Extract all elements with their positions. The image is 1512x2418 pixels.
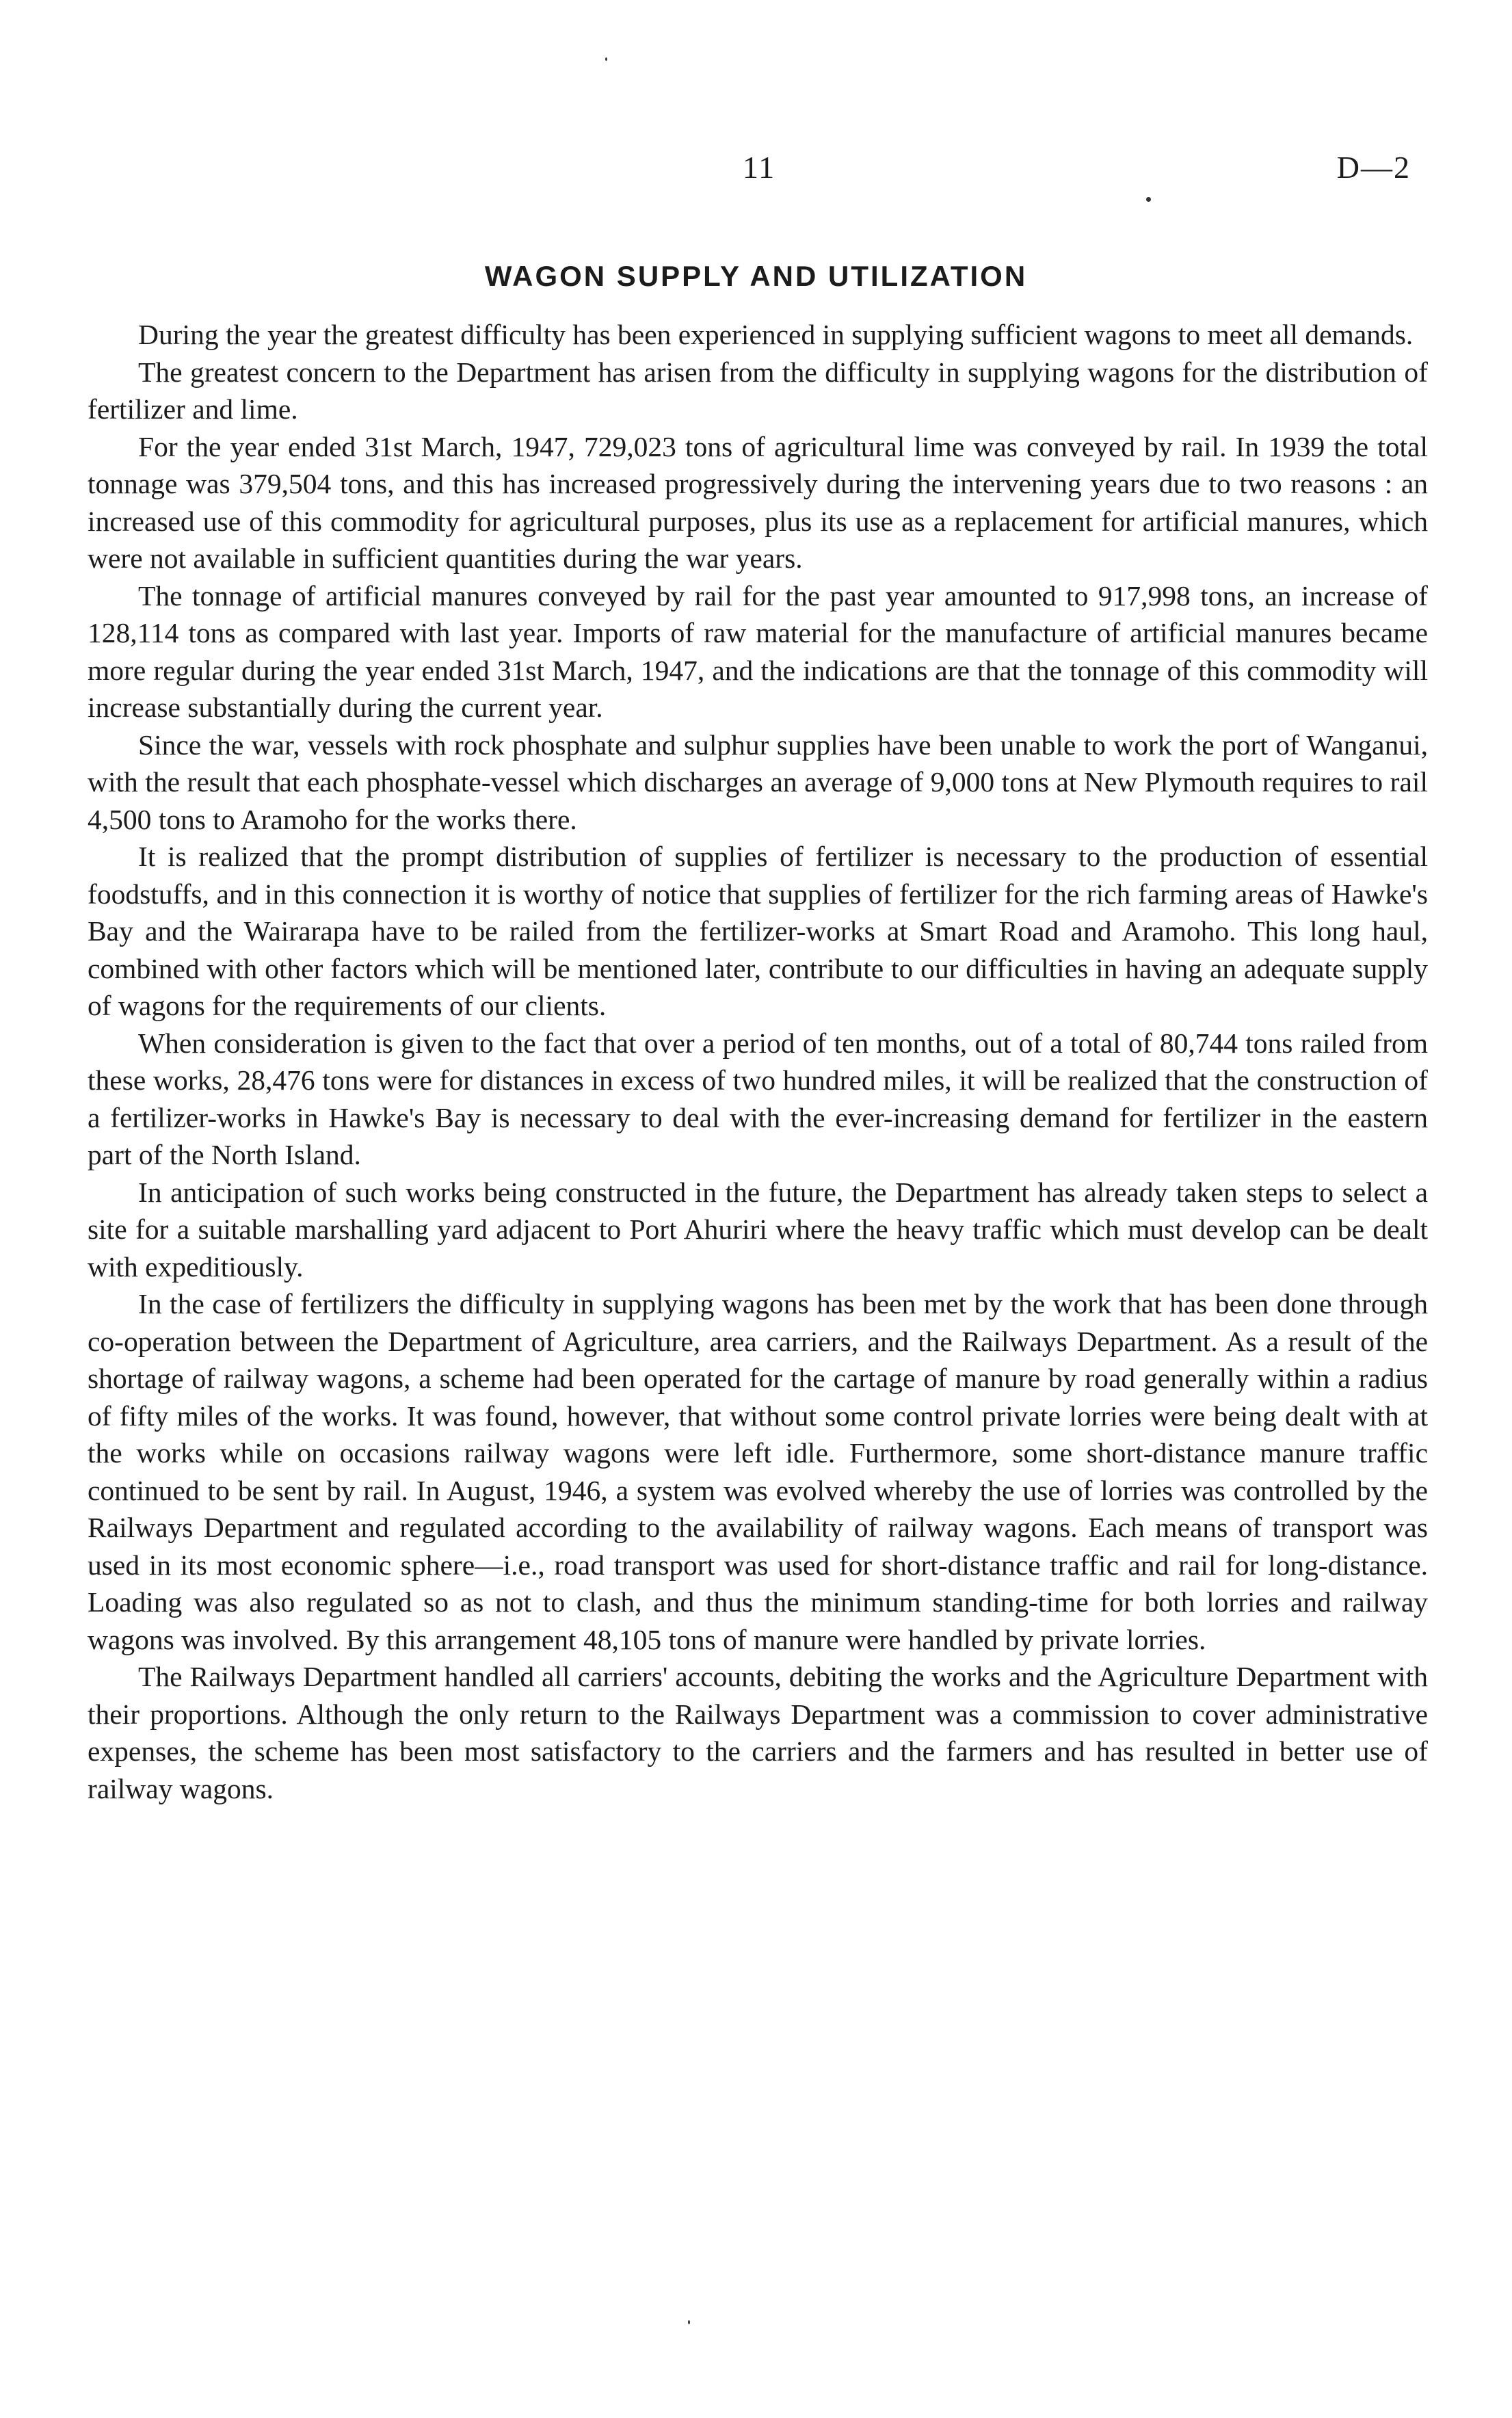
paragraph-3: For the year ended 31st March, 1947, 729,023 tons of agricultural lime was conveyed by rail. In 1939 the total tonnage was 379,504 tons, and this has increased progressively during the intervening years due to two reasons : an increased use of this commodity for agricultural purposes, plus its use as a replacement for artificial manures, which were not available in sufficient quantities during the war years. bbox=[88, 430, 1428, 574]
paragraph-2: The greatest concern to the Department has arisen from the difficulty in supplying wagons for the distribution of fertilizer and lime. bbox=[88, 356, 1428, 425]
scan-speck bbox=[688, 2320, 690, 2324]
paragraph-4: The tonnage of artificial manures conveyed by rail for the past year amounted to 917,998 tons, an increase of 128,114 tons as compared with last year. Imports of raw material for the manufacture of artificial manures became more regular during the year ended 31st March, 1947, and the indications are that the tonnage of this commodity will increase substantially during the current year. bbox=[88, 579, 1428, 723]
paragraph-5: Since the war, vessels with rock phosphate and sulphur supplies have been unable to work the port of Wanganui, with the result that each phosphate-vessel which discharges an average of 9,000 tons at New Plymouth requires to rail 4,500 tons to Aramoho for the works there. bbox=[88, 728, 1428, 835]
paragraph-1: During the year the greatest difficulty has been experienced in supplying sufficient wagons to meet all demands. bbox=[138, 319, 1414, 350]
body-text bbox=[88, 316, 1428, 1807]
section-title: WAGON SUPPLY AND UTILIZATION bbox=[484, 260, 1028, 292]
paragraph-7: When consideration is given to the fact that over a period of ten months, out of a total of 80,744 tons railed from these works, 28,476 tons were for distances in excess of two hundred miles, it will be realized that the construction of a fertilizer-works in Hawke's Bay is necessary to deal with the ever-increasing demand for fertilizer in the eastern part of the North Island. bbox=[88, 1027, 1428, 1170]
paragraph-10: The Railways Department handled all carriers' accounts, debiting the works and the Agriculture Department with their proportions. Although the only return to the Railways Department was a commission to cover administrative expenses, the scheme has been most satisfactory to the carriers and the farmers and has resulted in better use of railway wagons. bbox=[88, 1661, 1428, 1804]
page-number: 11 bbox=[742, 150, 776, 185]
paragraph-9: In the case of fertilizers the difficulty in supplying wagons has been met by the work that has been done through co-operation between the Department of Agriculture, area carriers, and the Railways Department. As a result of the shortage of railway wagons, a scheme had been operated for the cartage of manure by road generally within a radius of fifty miles of the works. It was found, however, that without some control private lorries were being dealt with at the works while on occasions railway wagons were left idle. Furthermore, some short-distance manure traffic continued to be sent by rail. In August, 1946, a system was evolved whereby the use of lorries was controlled by the Railways Department and regulated according to the availability of railway wagons. Each means of transport was used in its most economic sphere—i.e., road transport was used for short-distance traffic and rail for long-distance. Loading was also regulated so as not to clash, and thus the minimum standing-time for both lorries and railway wagons was involved. By this arrangement 48,105 tons of manure were handled by private lorries. bbox=[88, 1288, 1428, 1655]
scan-speck bbox=[1146, 197, 1151, 202]
paragraph-8: In anticipation of such works being constructed in the future, the Department has already taken steps to select a site for a suitable marshalling yard adjacent to Port Ahuriri where the heavy traffic which must develop can be dealt with expeditiously. bbox=[88, 1176, 1428, 1283]
scan-speck bbox=[605, 57, 607, 61]
document-reference: D—2 bbox=[1336, 150, 1411, 185]
paragraph-6: It is realized that the prompt distribution of supplies of fertilizer is necessary to the production of essential foodstuffs, and in this connection it is worthy of notice that supplies of fertilizer for the rich farming areas of Hawke's Bay and the Wairarapa have to be railed from the fertilizer-works at Smart Road and Aramoho. This long haul, combined with other factors which will be mentioned later, contribute to our difficulties in having an adequate supply of wagons for the requirements of our clients. bbox=[88, 841, 1428, 1021]
